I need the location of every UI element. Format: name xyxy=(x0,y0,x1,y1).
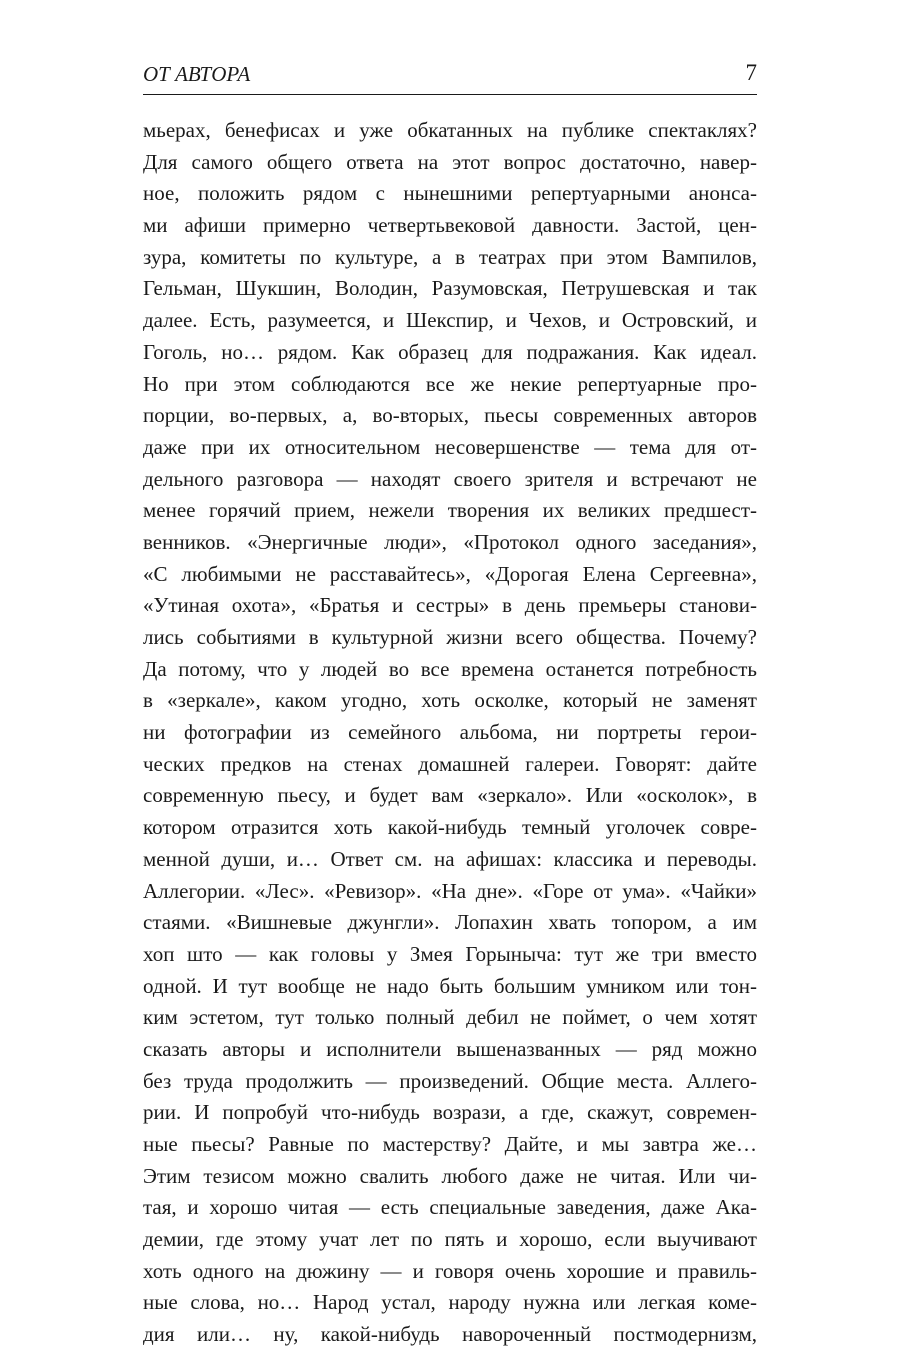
body-text xyxy=(143,115,757,1351)
text-line: зура, комитеты по культуре, а в театрах при этом Вампилов, xyxy=(143,244,757,269)
text-line: ким эстетом, тут только полный дебил не поймет, о чем хотят xyxy=(143,1005,757,1030)
text-line: ни фотографии из семейного альбома, ни портреты герои- xyxy=(143,720,757,745)
text-line: тая, и хорошо читая — есть специальные заведения, даже Ака- xyxy=(143,1195,757,1220)
text-line: хоть одного на дюжину — и говоря очень хорошие и правиль- xyxy=(143,1258,757,1283)
running-title: ОТ АВТОРА xyxy=(143,62,251,86)
text-line: ные пьесы? Равные по мастерству? Дайте, и мы завтра же… xyxy=(143,1132,757,1156)
text-line: стаями. «Вишневые джунгли». Лопахин хвать топором, а им xyxy=(143,910,757,935)
header-rule xyxy=(143,94,757,95)
text-line: демии, где этому учат лет по пять и хорошо, если выучивают xyxy=(143,1227,757,1252)
text-line: венников. «Энергичные люди», «Протокол одного заседания», xyxy=(143,529,757,554)
text-line: Гельман, Шукшин, Володин, Разумовская, Петрушевская и так xyxy=(143,276,757,301)
text-line: Этим тезисом можно свалить любого даже не читая. Или чи- xyxy=(143,1163,757,1188)
text-line: Аллегории. «Лес». «Ревизор». «На дне». «Горе от ума». «Чайки» xyxy=(143,878,757,903)
text-line: ное, положить рядом с нынешними репертуарными анонса- xyxy=(143,181,757,206)
text-line: котором отразится хоть какой-нибудь темный уголочек совре- xyxy=(143,815,757,840)
text-line: современную пьесу, и будет вам «зеркало». Или «осколок», в xyxy=(143,783,757,808)
text-line: даже при их относительном несовершенстве — тема для от- xyxy=(143,434,757,459)
text-line: мьерах, бенефисах и уже обкатанных на публике спектаклях? xyxy=(143,118,757,142)
page-number: 7 xyxy=(745,60,757,85)
text-line: Для самого общего ответа на этот вопрос достаточно, навер- xyxy=(143,149,757,174)
text-line: одной. И тут вообще не надо быть большим умником или тон- xyxy=(143,973,757,998)
running-header xyxy=(143,60,757,90)
text-line: дельного разговора — находят своего зрителя и встречают не xyxy=(143,466,757,491)
text-line: в «зеркале», каком угодно, хоть осколке, который не заменят xyxy=(143,688,757,713)
text-line: сказать авторы и исполнители вышеназванных — ряд можно xyxy=(143,1036,757,1061)
text-line: хоп што — как головы у Змея Горыныча: тут же три вместо xyxy=(143,941,757,966)
text-line: Да потому, что у людей во все времена останется потребность xyxy=(143,656,757,681)
text-line: ческих предков на стенах домашней галереи. Говорят: дайте xyxy=(143,751,757,776)
text-line: менее горячий прием, нежели творения их великих предшест- xyxy=(143,498,757,523)
text-line: Но при этом соблюдаются все же некие репертуарные про- xyxy=(143,371,757,396)
text-line: «С любимыми не расставайтесь», «Дорогая Елена Сергеевна», xyxy=(143,561,757,586)
text-line: ми афиши примерно четвертьвековой давности. Застой, цен- xyxy=(143,213,757,238)
text-line: без труда продолжить — произведений. Общие места. Аллего- xyxy=(143,1068,757,1093)
text-line: ные слова, но… Народ устал, народу нужна или легкая коме- xyxy=(143,1290,757,1315)
text-line: дия или… ну, какой-нибудь навороченный постмодернизм, xyxy=(143,1322,757,1347)
text-line: рии. И попробуй что-нибудь возрази, а где, скажут, современ- xyxy=(143,1100,757,1125)
text-line: лись событиями в культурной жизни всего общества. Почему? xyxy=(143,625,757,649)
text-line: «Утиная охота», «Братья и сестры» в день премьеры станови- xyxy=(143,593,757,618)
text-line: далее. Есть, разумеется, и Шекспир, и Чехов, и Островский, и xyxy=(143,308,757,333)
text-line: Гоголь, но… рядом. Как образец для подражания. Как идеал. xyxy=(143,339,757,364)
text-line: порции, во-первых, а, во-вторых, пьесы современных авторов xyxy=(143,403,757,428)
text-line: менной души, и… Ответ см. на афишах: классика и переводы. xyxy=(143,846,757,871)
